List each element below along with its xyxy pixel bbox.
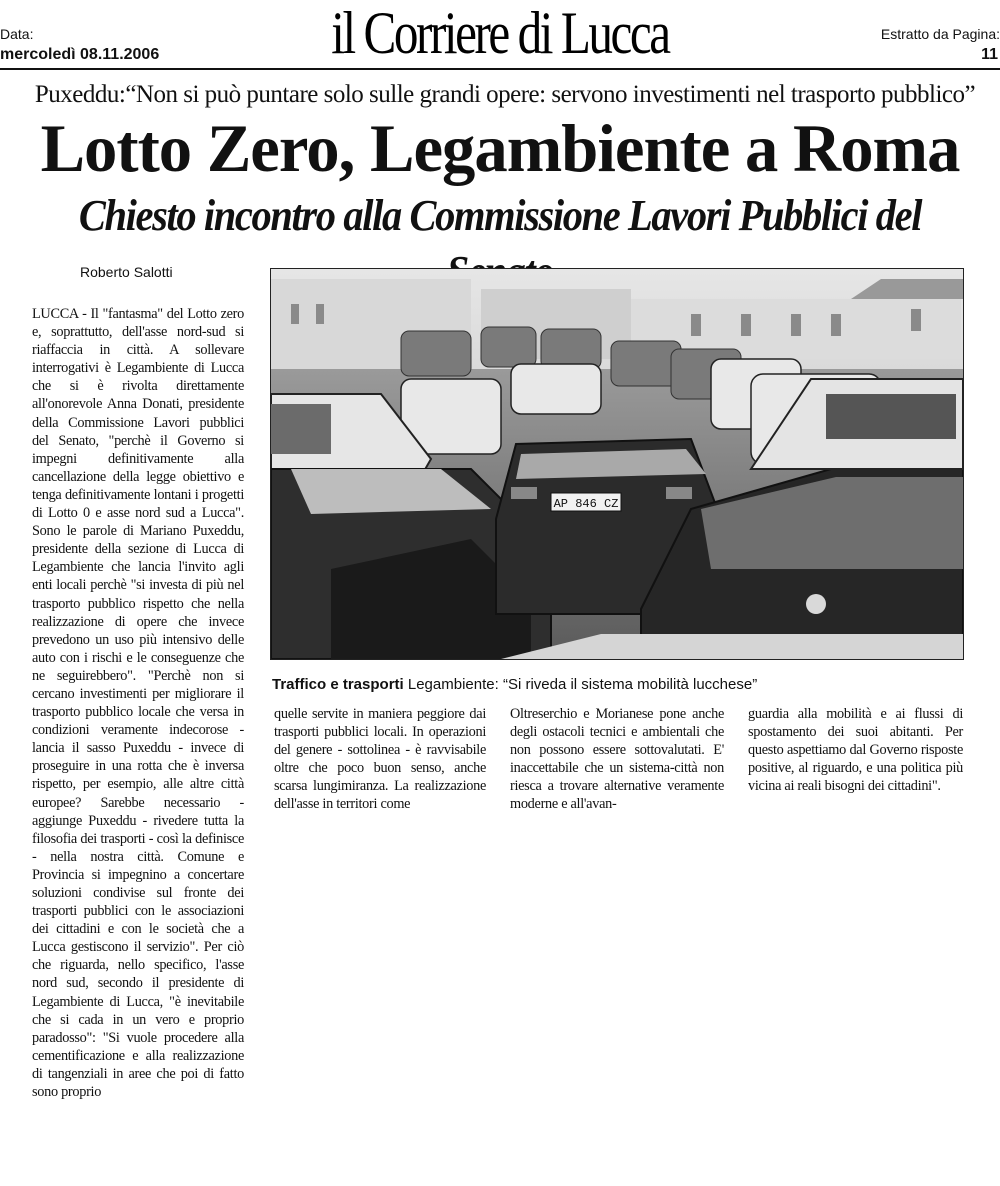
article-column-2: quelle servite in maniera peggiore dai trasporti pubblici locali. In operazioni del genere - sottolinea - è ravvisabile oltre che poco buon senso, anche scarsa lungimiranza. La realizzazione dell'asse in territori come	[274, 706, 486, 813]
traffic-photo	[270, 268, 964, 660]
header-rule	[0, 68, 1000, 70]
caption-lead: Traffico e trasporti	[272, 676, 404, 693]
subhead: Chiesto incontro alla Commissione Lavori Pubblici del	[78, 191, 922, 240]
article-column-1: LUCCA - Il "fantasma" del Lotto zero e, soprattutto, dell'asse nord-sud si riaffaccia in città. A sollevare interrogativi è Legambiente di Lucca che si è rivolta direttamente all'onorevole Anna Donati, presidente della Commissione Lavori pubblici del Senato, "perchè il Governo si impegni definitivamente alla cancellazione della legge obiettivo e tenga definitivamente lontani i progetti di Lotto 0 e asse nord sud a Lucca". Sono le parole di Mariano Puxeddu, presidente della sezione di Lucca di Legambiente che lancia l'invito agli enti locali perchè "si investa di più nel trasporto pubblico rispetto che nella realizzazione di opere che invece prevedono un uso più intensivo delle auto con i rischi e le conseguenze che ne seguirebbero". "Perchè non si cercano investimenti per migliorare il trasporto pubblico locale che versa in condizioni veramente indecorose - lancia il sasso Puxeddu - invece di proseguire in una rotta che è inversa rispetto, per esempio, alle altre città europee? Sarebbe necessario - aggiunge Puxeddu - rivedere tutta la filosofia dei trasporti - così la definisce - nella nostra città. Comune e Provincia si impegnino a concertare soluzioni condivise sul fronte dei trasporti pubblici con le associazioni dei cittadini e con le società che a Lucca gestiscono il servizio". Per ciò che riguarda, nello specifico, l'asse nord sud, secondo il presidente di Legambiente di Lucca, "è inevitabile che si cada in un vero e proprio paradosso": "Si vuole procedere alla cementificazione e alla realizzazione di tangenziali in aree che poi di fatto sono proprio	[32, 306, 244, 1101]
kicker: Puxeddu:“Non si può puntare solo sulle grandi opere: servono investimenti nel trasporto pubblico”	[34, 81, 976, 108]
photo-caption	[272, 676, 972, 693]
page-label: Estratto da Pagina:	[880, 26, 1000, 42]
date-value: mercoledì 08.11.2006	[0, 46, 160, 63]
headline: Lotto Zero, Legambiente a Roma	[40, 110, 960, 186]
date-label: Data:	[0, 26, 34, 42]
masthead-logo: il Corriere di Lucca	[331, 0, 669, 66]
byline: Roberto Salotti	[80, 264, 173, 280]
caption-text: Legambiente: “Si riveda il sistema mobilità lucchese”	[407, 676, 758, 693]
license-plate: AP 846 CZ	[553, 497, 619, 511]
article-column-3: Oltreserchio e Morianese pone anche degli ostacoli tecnici e ambientali che non possono essere sottovalutati. E' inaccettabile che un sistema-città non riesca a trovare alternative veramente moderne e all'avan-	[510, 706, 724, 813]
article-column-4: guardia alla mobilità e ai flussi di spostamento dei suoi abitanti. Per questo aspettiamo dal Governo risposte positive, al riguardo, e una politica più vicina ai reali bisogni dei cittadini".	[748, 706, 963, 795]
page-number: 11	[981, 46, 998, 63]
